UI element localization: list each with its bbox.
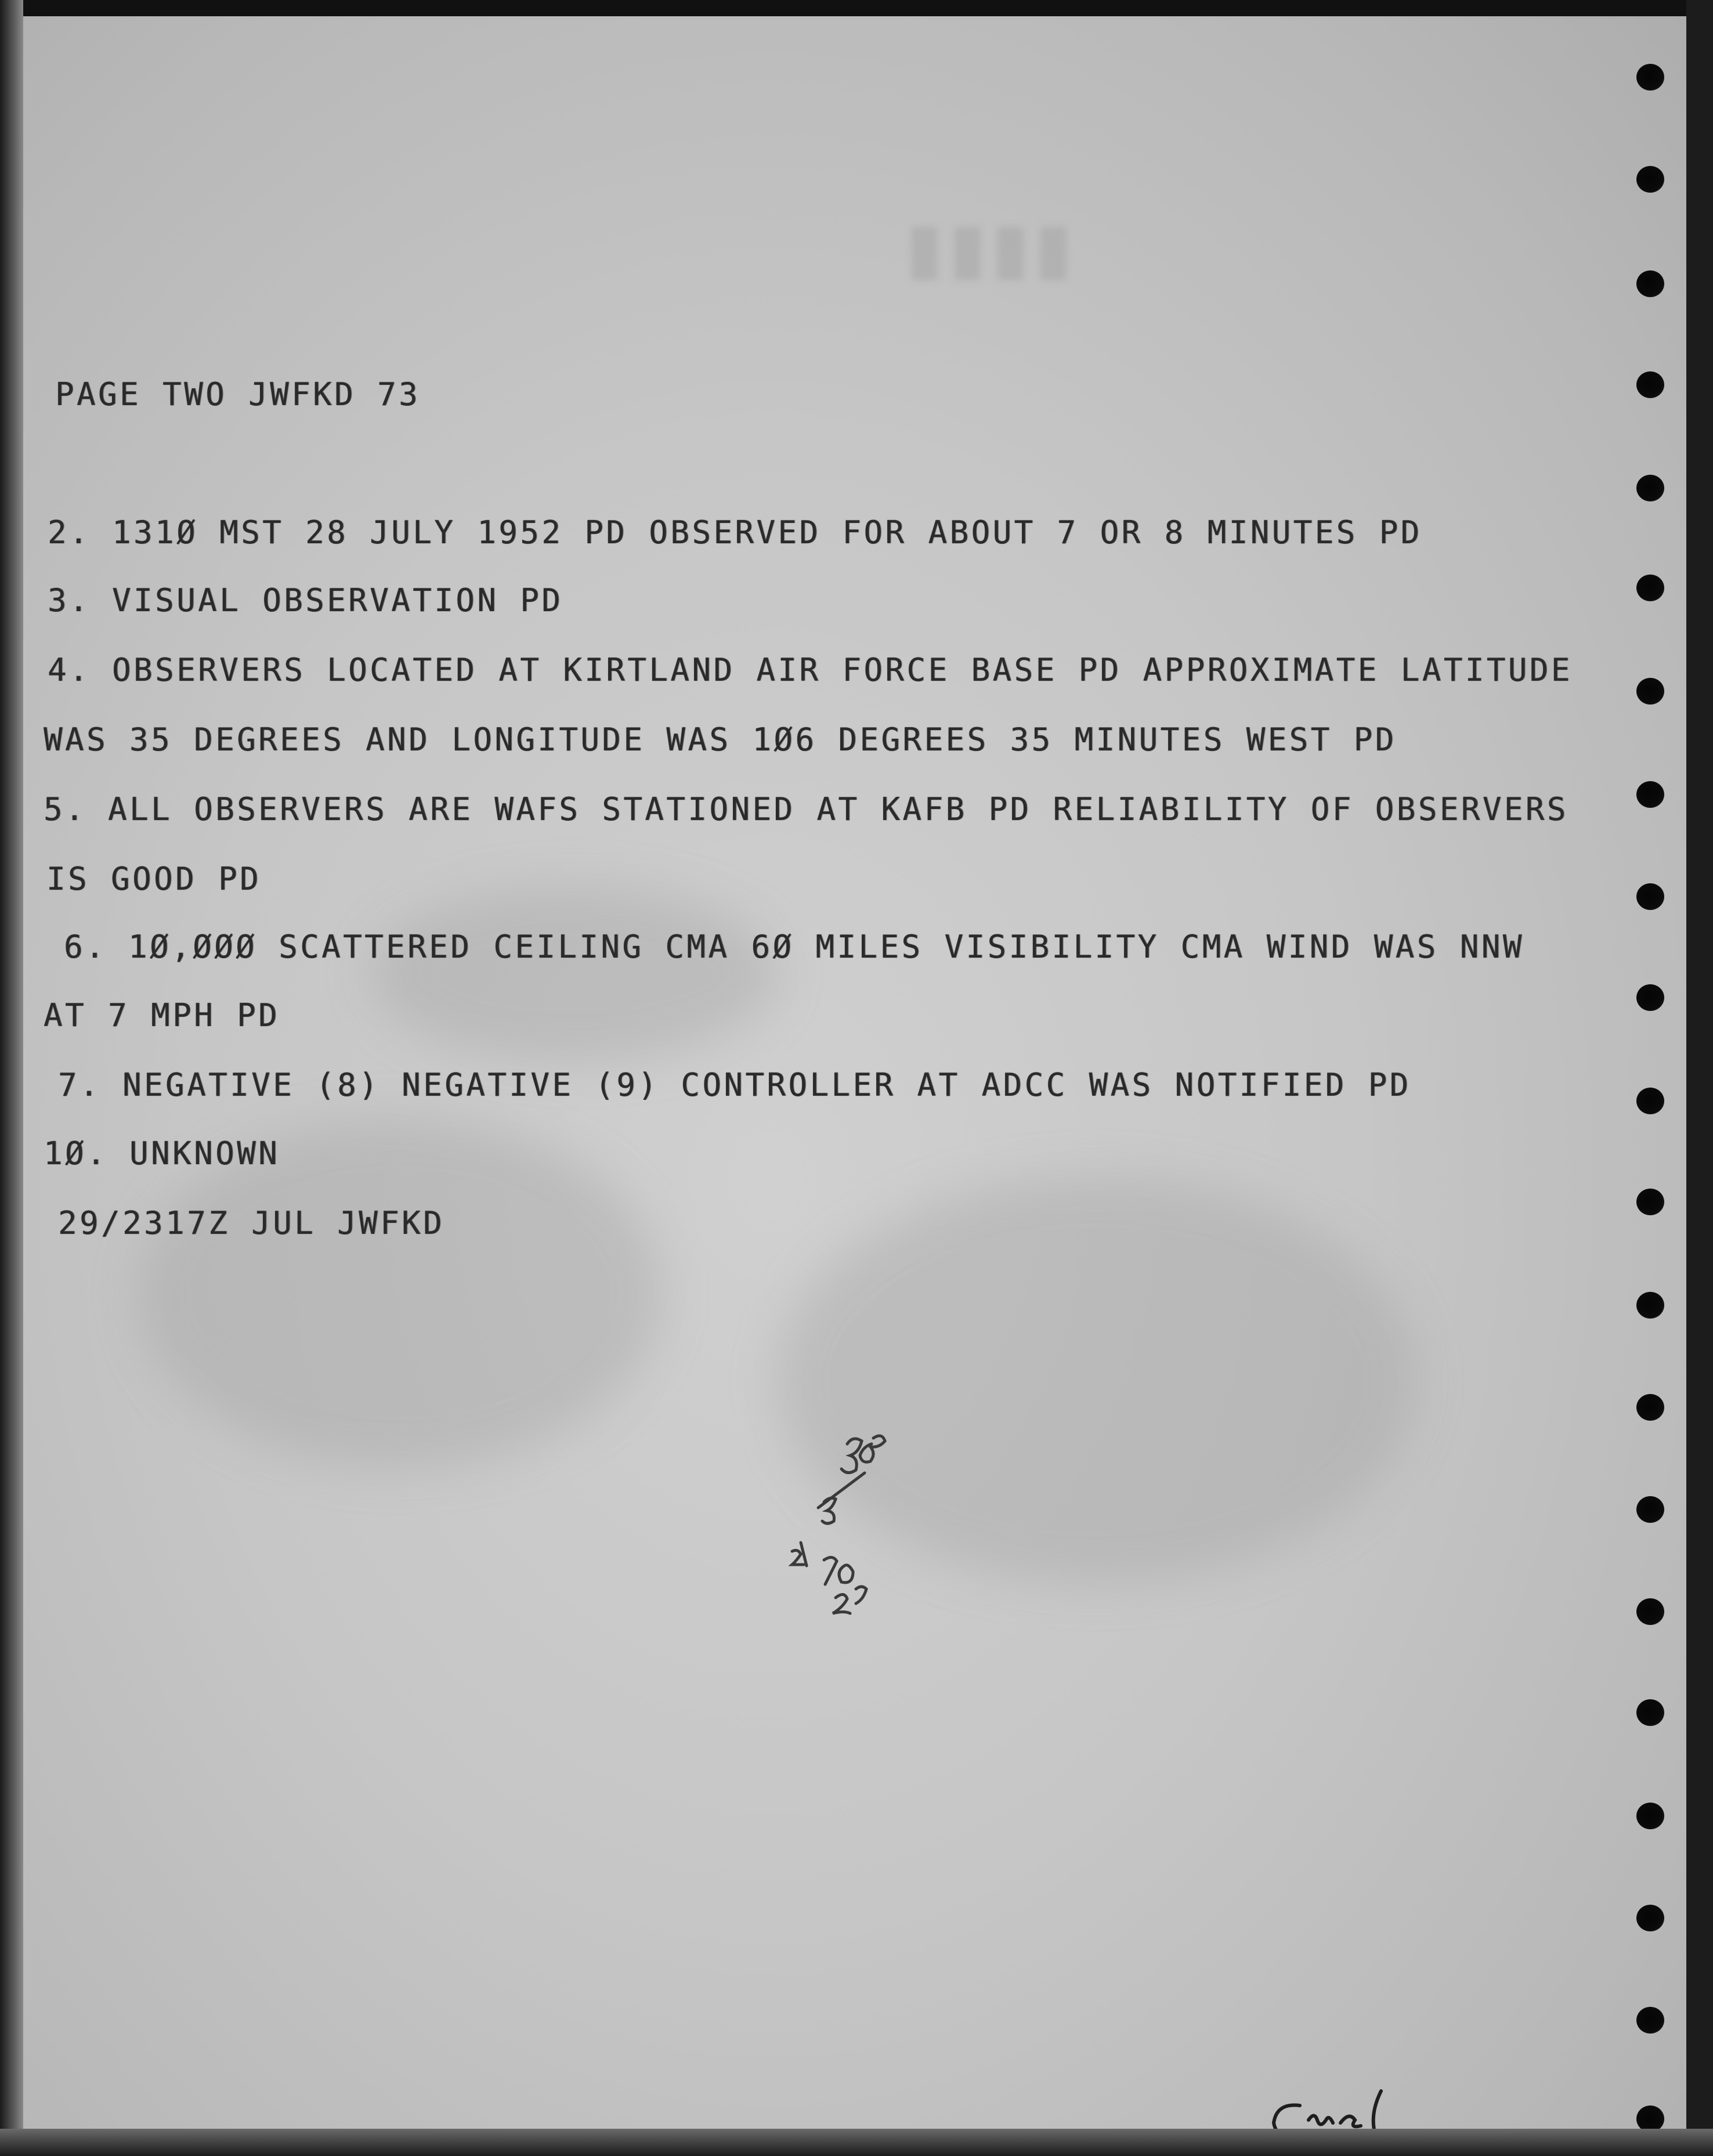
message-body — [23, 16, 1686, 2129]
feed-hole — [1636, 270, 1664, 297]
feed-hole — [1636, 1598, 1664, 1625]
feed-hole — [1636, 1905, 1664, 1931]
feed-hole — [1636, 1189, 1664, 1215]
item-5-line: 5. ALL OBSERVERS ARE WAFS STATIONED AT KAFB PD RELIABILITY OF OBSERVERS — [44, 791, 1569, 828]
scan-right-edge — [1686, 0, 1713, 2156]
item-4-continuation: WAS 35 DEGREES AND LONGITUDE WAS 1Ø6 DEGREES 35 MINUTES WEST PD — [44, 721, 1397, 758]
item-5-continuation: IS GOOD PD — [46, 861, 262, 897]
feed-hole — [1636, 883, 1664, 910]
feed-hole — [1636, 2007, 1664, 2034]
item-10-line: 1Ø. UNKNOWN — [44, 1135, 280, 1172]
handwritten-margin-notes — [737, 1421, 934, 1630]
faded-stamp: ▮▮▮▮ — [905, 208, 1078, 288]
item-4-line: 4. OBSERVERS LOCATED AT KIRTLAND AIR FORCE BASE PD APPROXIMATE LATITUDE — [48, 652, 1573, 688]
handwritten-signature — [1265, 2088, 1462, 2129]
feed-hole — [1636, 166, 1664, 193]
item-7-line: 7. NEGATIVE (8) NEGATIVE (9) CONTROLLER AT ADCC WAS NOTIFIED PD — [58, 1067, 1411, 1103]
feed-hole — [1636, 575, 1664, 601]
scan-left-edge — [0, 0, 23, 2156]
feed-hole — [1636, 1394, 1664, 1421]
page-header: PAGE TWO JWFKD 73 — [55, 376, 421, 413]
feed-hole — [1636, 1699, 1664, 1726]
feed-hole — [1636, 1496, 1664, 1523]
feed-hole — [1636, 1292, 1664, 1319]
item-3-line: 3. VISUAL OBSERVATION PD — [48, 582, 563, 619]
feed-hole — [1636, 1803, 1664, 1829]
date-time-group: 29/2317Z JUL JWFKD — [58, 1205, 445, 1241]
feed-hole — [1636, 371, 1664, 398]
item-6-continuation: AT 7 MPH PD — [44, 997, 280, 1034]
feed-hole — [1636, 64, 1664, 91]
item-2-line: 2. 131Ø MST 28 JULY 1952 PD OBSERVED FOR ABOUT 7 OR 8 MINUTES PD — [48, 514, 1422, 551]
feed-hole — [1636, 678, 1664, 705]
feed-hole — [1636, 2106, 1664, 2129]
feed-hole — [1636, 984, 1664, 1011]
feed-hole — [1636, 475, 1664, 501]
feed-hole — [1636, 1088, 1664, 1114]
feed-hole — [1636, 781, 1664, 808]
scan-bottom-edge — [0, 2129, 1713, 2156]
teletype-page — [23, 16, 1686, 2129]
item-6-line: 6. 1Ø,ØØØ SCATTERED CEILING CMA 6Ø MILES VISIBILITY CMA WIND WAS NNW — [64, 929, 1524, 965]
